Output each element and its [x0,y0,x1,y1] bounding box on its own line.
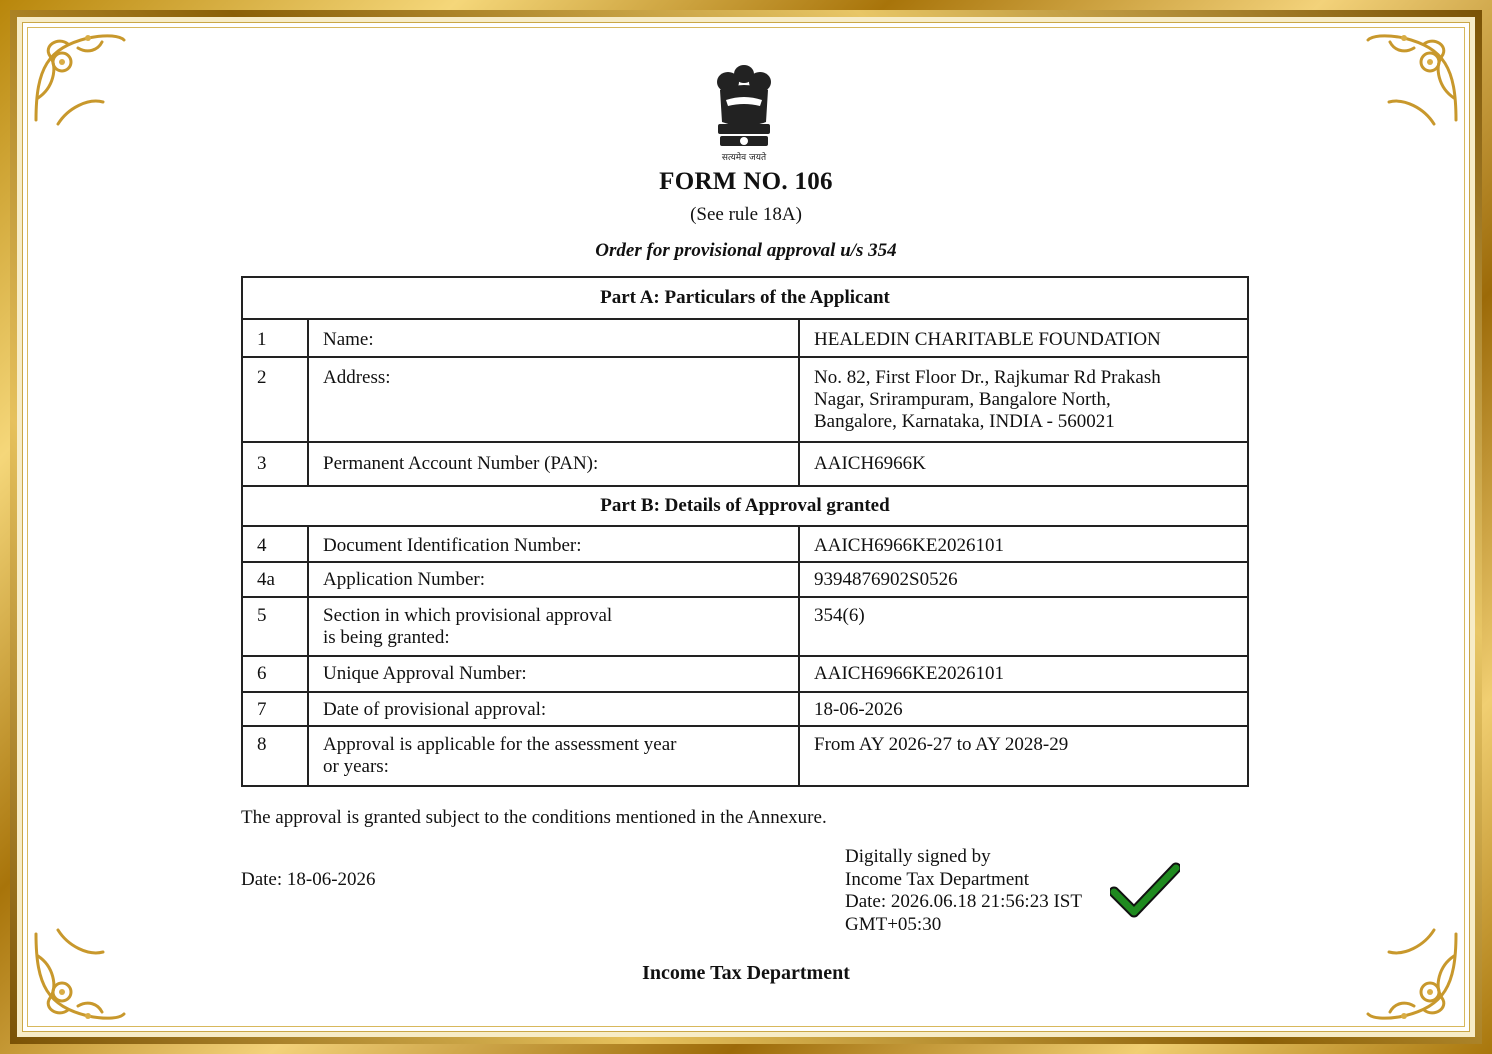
row-number: 3 [242,442,308,486]
row-label: Application Number: [308,562,799,597]
table-row [242,562,1248,597]
signature-line: GMT+05:30 [845,913,942,935]
row-label: Permanent Account Number (PAN): [308,442,799,486]
row-number: 4 [242,526,308,562]
row-label: Date of provisional approval: [308,692,799,726]
row-value: AAICH6966K [799,442,1248,486]
table-row [242,656,1248,692]
table-row [242,442,1248,486]
table-row [242,692,1248,726]
issue-date: Date: 18-06-2026 [241,869,376,890]
table-row [242,319,1248,357]
green-checkmark-icon [1110,862,1180,920]
row-label: Document Identification Number: [308,526,799,562]
row-value: AAICH6966KE2026101 [799,656,1248,692]
table-row [242,597,1248,656]
row-number: 1 [242,319,308,357]
row-number: 5 [242,597,308,656]
row-number: 7 [242,692,308,726]
rule-reference: (See rule 18A) [690,204,802,225]
digital-signature [845,846,1082,936]
table-row [242,526,1248,562]
row-value: HEALEDIN CHARITABLE FOUNDATION [799,319,1248,357]
row-label: Unique Approval Number: [308,656,799,692]
ornamental-corner-icon [28,28,128,128]
ornamental-corner-icon [1364,28,1464,128]
emblem-motto: सत्यमेव जयते [721,153,767,163]
row-number: 4a [242,562,308,597]
row-value: 354(6) [799,597,1248,656]
approval-note: The approval is granted subject to the conditions mentioned in the Annexure. [241,807,827,828]
row-value: From AY 2026-27 to AY 2028-29 [799,726,1248,786]
row-number: 8 [242,726,308,786]
signature-line: Income Tax Department [845,868,1030,890]
row-value: 18-06-2026 [799,692,1248,726]
table-row [242,357,1248,442]
row-label: Name: [308,319,799,357]
table-row [242,726,1248,786]
part-b-title: Part B: Details of Approval granted [242,486,1248,526]
row-value: 9394876902S0526 [799,562,1248,597]
department-footer: Income Tax Department [642,962,850,984]
part-a-title: Part A: Particulars of the Applicant [242,277,1248,319]
row-label: Address: [308,357,799,442]
row-value: AAICH6966KE2026101 [799,526,1248,562]
signature-line: Date: 2026.06.18 21:56:23 IST [845,891,1082,912]
particulars-table [241,276,1249,787]
national-emblem-icon [706,60,782,164]
row-label: Section in which provisional approval is being granted: [308,597,799,656]
form-title: FORM NO. 106 [659,168,833,195]
order-title: Order for provisional approval u/s 354 [595,240,897,261]
row-number: 2 [242,357,308,442]
row-label: Approval is applicable for the assessment year or years: [308,726,799,786]
row-value: No. 82, First Floor Dr., Rajkumar Rd Prakash Nagar, Srirampuram, Bangalore North, Bangalore, Karnataka, INDIA - 560021 [799,357,1248,442]
row-number: 6 [242,656,308,692]
signature-line: Digitally signed by [845,846,991,867]
